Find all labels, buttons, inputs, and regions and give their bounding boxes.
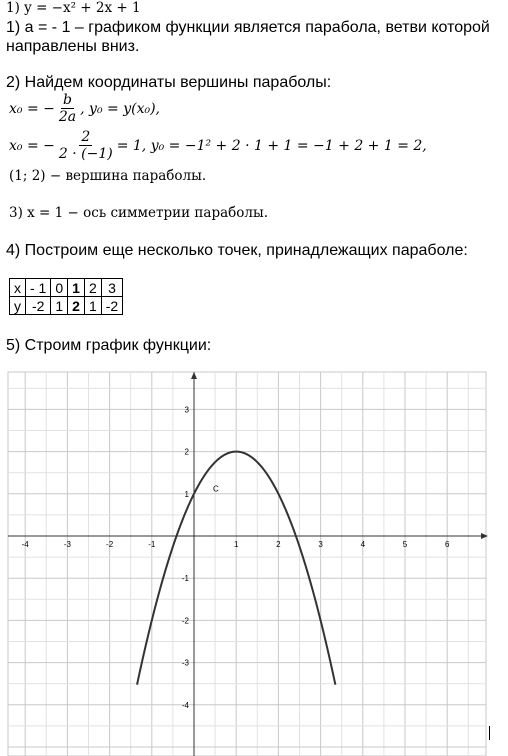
- graph-frame: [8, 372, 486, 756]
- vertex-formula-rest: , y₀ = y(x₀),: [80, 100, 160, 117]
- x-tick-label: -2: [106, 540, 114, 549]
- vertex-formula: [9, 92, 160, 125]
- y-tick-label: 3: [184, 405, 189, 415]
- y-tick-label: -1: [181, 574, 189, 584]
- y-axis-arrow: [191, 372, 197, 379]
- parabola-graph: [0, 360, 508, 756]
- vertex-calculation: [9, 129, 427, 162]
- table-row-y: [10, 297, 123, 315]
- fraction-denominator: 2 · (−1): [58, 146, 113, 162]
- vertex-formula-fraction: [57, 92, 78, 125]
- y-tick-label: -2: [181, 616, 189, 626]
- x-axis-arrow: [481, 533, 488, 539]
- symmetry-axis: 3) x = 1 − ось симметрии параболы.: [9, 205, 269, 221]
- fraction-numerator: 2: [81, 129, 91, 145]
- table-cell: 0: [51, 279, 68, 297]
- vertex-formula-lhs: x₀ = −: [9, 100, 55, 117]
- table-cell: 1: [68, 279, 85, 297]
- table-header-y: y: [10, 297, 26, 315]
- point-c-label: C: [212, 484, 219, 494]
- x-tick-label: 2: [276, 540, 281, 549]
- x-tick-label: 1: [233, 540, 239, 549]
- y-tick-label: -4: [181, 700, 189, 710]
- x-tick-label: 5: [402, 540, 408, 549]
- x-tick-label: -1: [148, 540, 156, 549]
- table-row-x: [10, 279, 123, 297]
- step2-heading: 2) Найдем координаты вершины параболы:: [6, 74, 332, 91]
- fraction-numerator: b: [63, 92, 72, 108]
- x-tick-label: 3: [318, 540, 323, 549]
- y-tick-label: 1: [184, 489, 189, 499]
- x-tick-label: -3: [63, 540, 71, 549]
- x-tick-label: 6: [444, 540, 450, 549]
- step4-heading: 4) Построим еще несколько точек, принадлежащих параболе:: [6, 242, 468, 259]
- table-cell: 3: [101, 279, 122, 297]
- step1-text-line1: 1) а = - 1 – графиком функции является парабола, ветви которой: [6, 19, 490, 36]
- step1-text-line2: направлены вниз.: [6, 38, 140, 55]
- table-cell: 2: [84, 279, 101, 297]
- vertex-calc-rest: = 1, y₀ = −1² + 2 · 1 + 1 = −1 + 2 + 1 = 2,: [116, 137, 427, 154]
- fraction-denominator: 2a: [58, 109, 77, 125]
- table-cell: - 1: [26, 279, 51, 297]
- x-tick-label: -4: [21, 540, 29, 549]
- step1-expression: y = −x² + 2x + 1: [24, 0, 141, 16]
- table-cell: 1: [51, 297, 68, 315]
- y-tick-label: 2: [184, 447, 189, 457]
- table-cell: -2: [101, 297, 122, 315]
- y-tick-label: -3: [181, 658, 189, 668]
- step1-formula: [6, 0, 141, 16]
- points-table: [9, 278, 123, 315]
- vertex-calc-fraction: [57, 129, 115, 162]
- table-cell: -2: [26, 297, 51, 315]
- text-cursor: [489, 726, 490, 740]
- table-header-x: x: [10, 279, 26, 297]
- vertex-result: (1; 2) − вершина параболы.: [9, 168, 207, 184]
- step5-heading: 5) Строим график функции:: [6, 337, 212, 354]
- table-cell: 2: [68, 297, 85, 315]
- vertex-calc-lhs: x₀ = −: [9, 137, 55, 154]
- table-cell: 1: [84, 297, 101, 315]
- step1-number: 1): [6, 0, 20, 16]
- x-tick-label: 4: [360, 540, 366, 549]
